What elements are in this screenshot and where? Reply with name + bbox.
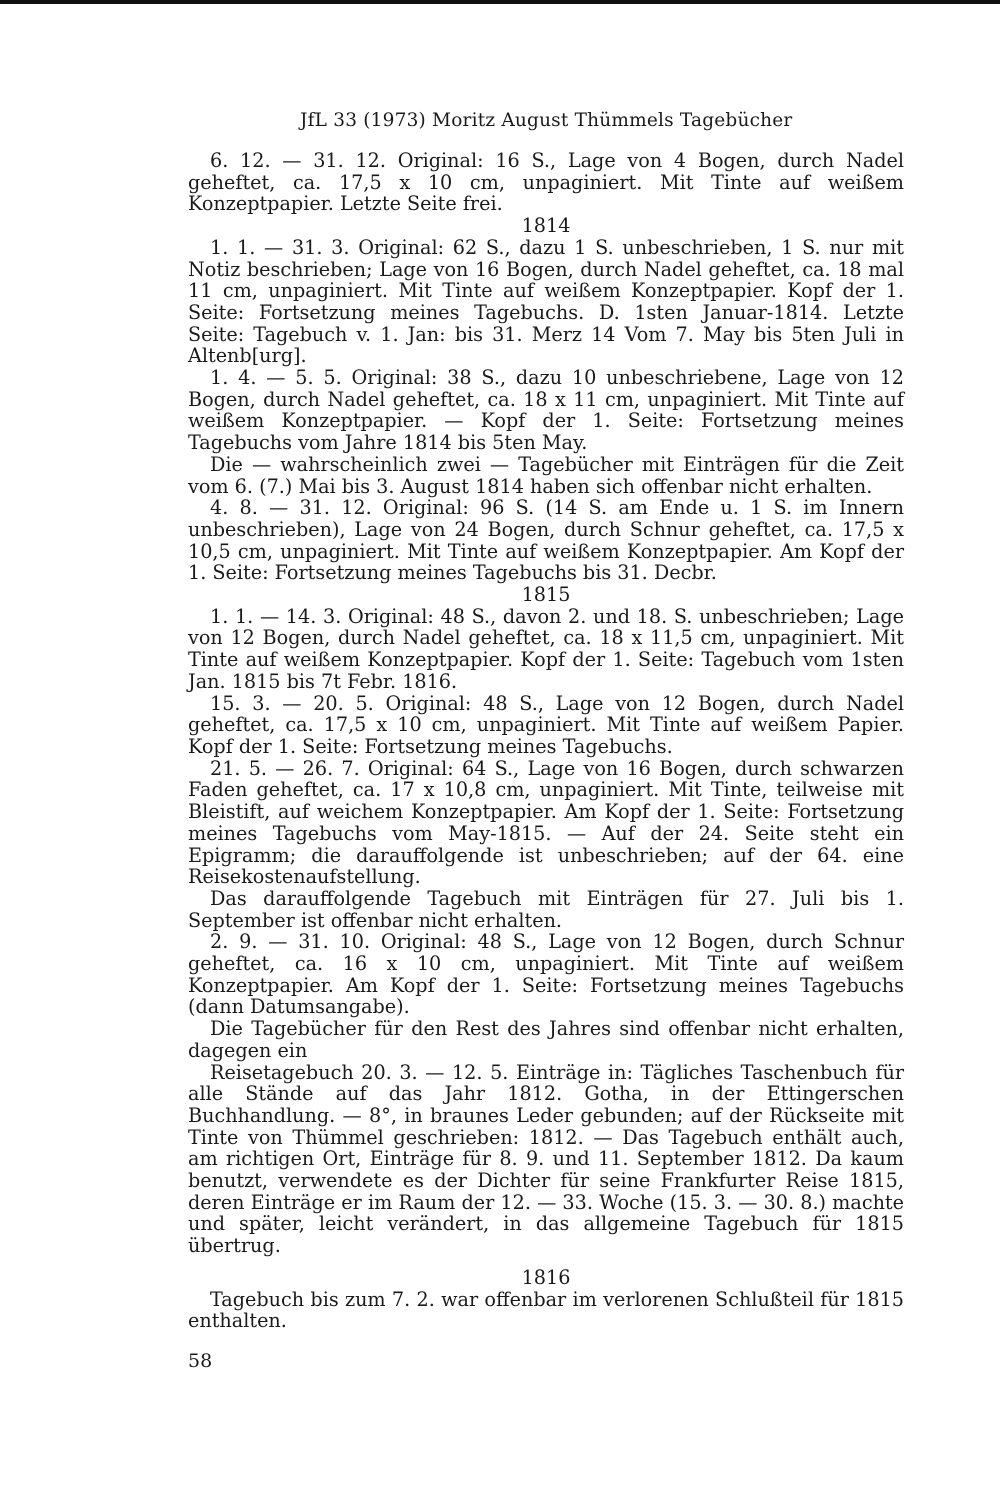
year-heading-1816: 1816 [521,1265,571,1289]
entry-1813-dec: 6. 12. — 31. 12. Original: 16 S., Lage von 4 Bogen, durch Nadel geheftet, ca. 17,5 x 10 cm, unpaginiert. Mit Tinte auf weißem Konzeptpapier. Letzte Seite frei. [188,149,904,216]
note-1814-lost: Die — wahrscheinlich zwei — Tagebücher mit Einträgen für die Zeit vom 6. (7.) Mai bis 3. August 1814 haben sich offenbar nicht erhalten. [188,452,904,498]
entry-1814-aug-dec: 4. 8. — 31. 12. Original: 96 S. (14 S. am Ende u. 1 S. im Innern unbeschrieben), Lage von 24 Bogen, durch Schnur geheftet, ca. 17,5 x 10,5 cm, unpaginiert. Mit Tinte auf weißem Konzeptpapier. Am Kopf der 1. Seite: Fortsetzung meines Tagebuchs bis 31. Decbr. [188,496,904,585]
note-1815-rest: Die Tagebücher für den Rest des Jahres sind offenbar nicht erhalten, dagegen ein [188,1017,904,1062]
running-header: JfL 33 (1973) Moritz August Thümmels Tagebücher [300,110,793,131]
top-rule [0,0,1000,4]
entry-1814-apr-may: 1. 4. — 5. 5. Original: 38 S., dazu 10 unbeschriebene, Lage von 12 Bogen, durch Nadel geheftet, ca. 18 x 11 cm, unpaginiert. Mit Tinte auf weißem Konzeptpapier. — Kopf der 1. Seite: Fortsetzung meines Tagebuchs vom Jahre 1814 bis 5ten May. [188,366,904,455]
body-text [188,150,904,1332]
entry-1815-may-jul: 21. 5. — 26. 7. Original: 64 S., Lage von 16 Bogen, durch schwarzen Faden geheftet, ca. 17 x 10,8 cm, unpaginiert. Mit Tinte, teilweise mit Bleistift, auf weichem Konzeptpapier. Am Kopf der 1. Seite: Fortsetzung meines Tagebuchs vom May-1815. — Auf der 24. Seite steht ein Epigramm; die darauffolgende ist unbeschrieben; auf der 64. eine Reisekostenaufstellung. [188,756,904,889]
year-heading-1814: 1814 [521,214,571,238]
entry-1815-jan-mar: 1. 1. — 14. 3. Original: 48 S., davon 2. und 18. S. unbeschrieben; Lage von 12 Bogen, durch Nadel geheftet, ca. 18 x 11,5 cm, unpaginiert. Mit Tinte auf weißem Konzeptpapier. Kopf der 1. Seite: Tagebuch vom 1sten Jan. 1815 bis 7t Febr. 1816. [188,604,904,693]
year-heading-1815: 1815 [521,583,571,607]
entry-1815-mar-may: 15. 3. — 20. 5. Original: 48 S., Lage von 12 Bogen, durch Nadel geheftet, ca. 17,5 x 10 cm, unpaginiert. Mit Tinte auf weißem Papier. Kopf der 1. Seite: Fortsetzung meines Tagebuchs. [188,691,904,758]
entry-1815-sep-oct: 2. 9. — 31. 10. Original: 48 S., Lage von 12 Bogen, durch Schnur geheftet, ca. 16 x 10 cm, unpaginiert. Mit Tinte auf weißem Konzeptpapier. Am Kopf der 1. Seite: Fortsetzung meines Tagebuchs (dann Datumsangabe). [188,930,904,1019]
page-number: 58 [188,1350,213,1372]
note-1815-lost: Das darauffolgende Tagebuch mit Einträgen für 27. Juli bis 1. September ist offenbar nicht erhalten. [188,886,904,932]
entry-1816: Tagebuch bis zum 7. 2. war offenbar im verlorenen Schlußteil für 1815 enthalten. [188,1287,904,1333]
entry-reisetagebuch: Reisetagebuch 20. 3. — 12. 5. Einträge in: Tägliches Taschenbuch für alle Stände auf das Jahr 1812. Gotha, in der Ettingerschen Buchhandlung. — 8°, in braunes Leder gebunden; auf der Rückseite mit Tinte von Thümmel geschrieben: 1812. — Das Tagebuch enthält auch, am richtigen Ort, Einträge für 8. 9. und 11. September 1812. Da kaum benutzt, verwendete es der Dichter für seine Frankfurter Reise 1815, deren Einträge er im Raum der 12. — 33. Woche (15. 3. — 30. 8.) machte und später, leicht verändert, in das allgemeine Tagebuch für 1815 übertrug. [188,1060,904,1258]
entry-1814-jan-mar: 1. 1. — 31. 3. Original: 62 S., dazu 1 S. unbeschrieben, 1 S. nur mit Notiz beschrieben; Lage von 16 Bogen, durch Nadel geheftet, ca. 18 mal 11 cm, unpaginiert. Mit Tinte auf weißem Konzeptpapier. Kopf der 1. Seite: Fortsetzung meines Tagebuchs. D. 1sten Januar-1814. Letzte Seite: Tagebuch v. 1. Jan: bis 31. Merz 14 Vom 7. May bis 5ten Juli in Altenb[urg]. [188,235,904,368]
